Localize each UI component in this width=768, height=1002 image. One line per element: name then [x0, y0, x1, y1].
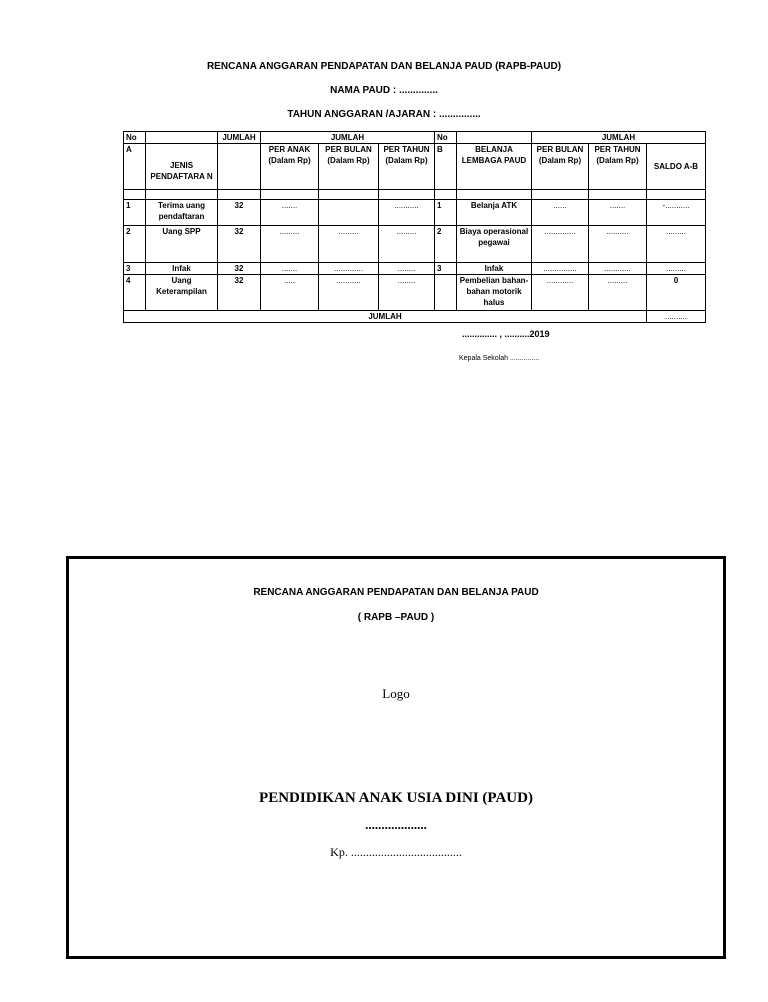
cover-title: RENCANA ANGGARAN PENDAPATAN DAN BELANJA PAUD [253, 587, 539, 598]
cover-kp: Kp. ..................................... [330, 845, 462, 859]
total-value: .......... [647, 311, 706, 323]
col-b: B [435, 144, 457, 190]
rapb-table [123, 131, 706, 323]
table-row: 4 Uang Keterampilan 32 ..... ........... ........ Pembelian bahan-bahan motorik halus ............ ......... 0 [124, 275, 706, 311]
col-no-b: No [435, 132, 457, 144]
col-no: No [124, 132, 146, 144]
cover-subtitle: ( RAPB –PAUD ) [357, 612, 435, 623]
total-label: JUMLAH [124, 311, 647, 323]
col-jumlah-pendapatan: JUMLAH [261, 132, 435, 144]
col-jenis: JENIS PENDAFTARA N [146, 144, 218, 190]
col-saldo: SALDO A-B [647, 144, 706, 190]
cover-name-dots: ................... [365, 817, 427, 832]
cover-page [66, 556, 726, 959]
header-row-1 [124, 132, 706, 144]
col-per-anak: PER ANAK (Dalam Rp) [261, 144, 319, 190]
total-row [124, 311, 706, 323]
kepala-sekolah: Kepala Sekolah ............... [459, 355, 540, 362]
cover-institution: PENDIDIKAN ANAK USIA DINI (PAUD) [259, 790, 533, 806]
col-b-per-tahun: PER TAHUN (Dalam Rp) [589, 144, 647, 190]
logo-placeholder: Logo [382, 686, 410, 701]
col-belanja: BELANJA LEMBAGA PAUD [457, 144, 532, 190]
table-row: 2 Uang SPP 32 ......... ......... ......... 2 Biaya operasional pegawai .............. .......... ......... [124, 226, 706, 263]
col-a: A [124, 144, 146, 190]
header-row-2 [124, 144, 706, 190]
document-title: RENCANA ANGGARAN PENDAPATAN DAN BELANJA PAUD (RAPB-PAUD) [206, 61, 562, 72]
col-per-tahun: PER TAHUN (Dalam Rp) [379, 144, 435, 190]
col-jumlah-siswa: JUMLAH [218, 132, 261, 144]
col-b-per-bulan: PER BULAN (Dalam Rp) [532, 144, 589, 190]
nama-paud: NAMA PAUD : .............. [330, 85, 438, 96]
col-per-bulan: PER BULAN (Dalam Rp) [319, 144, 379, 190]
spacer-row [124, 190, 706, 200]
col-jumlah-belanja: JUMLAH [532, 132, 706, 144]
tahun-anggaran: TAHUN ANGGARAN /AJARAN : ............... [287, 109, 481, 120]
table-row: 3 Infak 32 ....... ............. ........ 3 Infak ............... ............ ......... [124, 263, 706, 275]
date-line: .............. , ..........2019 [462, 329, 550, 339]
table-row: 1 Terima uang pendaftaran 32 ....... ........... 1 Belanja ATK ...... ....... -........... [124, 200, 706, 226]
